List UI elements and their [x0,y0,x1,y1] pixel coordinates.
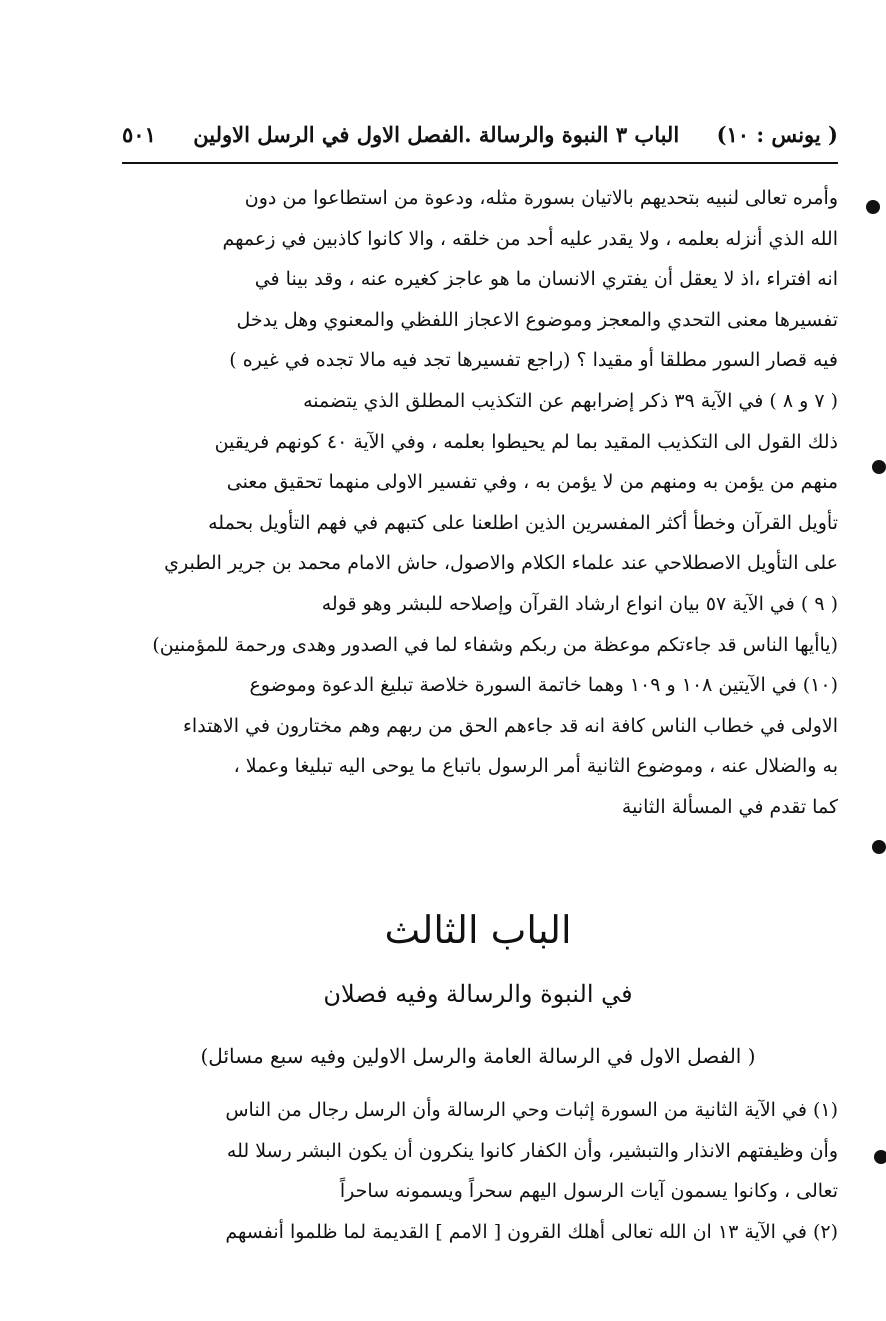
text-line: ( ٩ ) في الآية ٥٧ بيان انواع ارشاد القرآن وإصلاحه للبشر وهو قوله [321,592,838,615]
text-line: تفسيرها معنى التحدي والمعجز وموضوع الاعجاز اللفظي والمعنوي وهل يدخل [236,308,838,331]
surah-reference: ( يونس : ١٠) [716,121,838,147]
body-text-bottom [118,1090,838,1252]
text-line: انه افتراء ،اذ لا يعقل أن يفتري الانسان ما هو عاجز كغيره عنه ، وقد بينا في [254,268,838,291]
text-line: الله الذي أنزله بعلمه ، ولا يقدر عليه أحد من خلقه ، والا كانوا كاذبين في زعمهم [222,227,838,250]
text-line: (١٠) في الآيتين ١٠٨ و ١٠٩ وهما خاتمة السورة خلاصة تبليغ الدعوة وموضوع [249,674,838,697]
body-text-top [118,178,838,828]
scan-mark [874,1150,886,1164]
chapter-subtitle: في النبوة والرسالة وفيه فصلان [323,980,633,1008]
text-line: فيه قصار السور مطلقا أو مقيدا ؟ (راجع تفسيرها تجد فيه مالا تجده في غيره ) [229,349,838,372]
running-title: الباب ٣ النبوة والرسالة .الفصل الاول في الرسل الاولين [193,121,680,147]
chapter-title: الباب الثالث [384,908,572,952]
text-line: وأمره تعالى لنبيه بتحديهم بالاتيان بسورة مثله، ودعوة من استطاعوا من دون [244,187,838,209]
text-line: ذلك القول الى التكذيب المقيد بما لم يحيطوا بعلمه ، وفي الآية ٤٠ كونهم فريقين [214,430,838,453]
header-rule [122,162,838,164]
text-line: الاولى في خطاب الناس كافة انه قد جاءهم الحق من ربهم وهم مختارون في الاهتداء [183,714,838,737]
text-line: وأن وظيفتهم الانذار والتبشير، وأن الكفار كانوا ينكرون أن يكون البشر رسلا لله [226,1139,838,1162]
text-line: تعالى ، وكانوا يسمون آيات الرسول اليهم سحراً ويسمونه ساحراً [339,1180,838,1203]
page-number: ٥٠١ [122,121,156,147]
scan-mark [866,200,880,214]
text-line: كما تقدم في المسألة الثانية [621,795,838,818]
text-line: به والضلال عنه ، وموضوع الثانية أمر الرسول باتباع ما يوحى اليه تبليغا وعملا ، [233,755,838,778]
text-line: تأويل القرآن وخطأ أكثر المفسرين الذين اطلعنا على كتبهم في فهم التأويل بحمله [208,511,838,534]
text-line: (١) في الآية الثانية من السورة إثبات وحي الرسالة وأن الرسل رجال من الناس [225,1099,838,1121]
text-line: (ياأيها الناس قد جاءتكم موعظة من ربكم وشفاء لما في الصدور وهدى ورحمة للمؤمنين) [152,633,838,656]
text-line: ( ٧ و ٨ ) في الآية ٣٩ ذكر إضرابهم عن التكذيب المطلق الذي يتضمنه [303,389,838,412]
text-line: على التأويل الاصطلاحي عند علماء الكلام والاصول، حاش الامام محمد بن جرير الطبري [164,552,838,575]
section-heading: ( الفصل الاول في الرسالة العامة والرسل الاولين وفيه سبع مسائل) [200,1044,756,1068]
text-line: (٢) في الآية ١٣ ان الله تعالى أهلك القرون [ الامم ] القديمة لما ظلموا أنفسهم [225,1220,838,1243]
scan-mark [872,460,886,474]
scan-mark [872,840,886,854]
running-header [122,112,838,156]
text-line: منهم من يؤمن به ومنهم من لا يؤمن به ، وفي تفسير الاولى منهما تحقيق معنى [226,471,838,494]
